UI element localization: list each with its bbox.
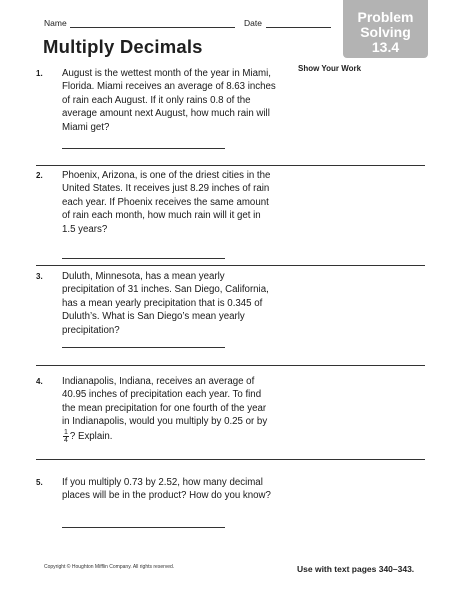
problem-text: Phoenix, Arizona, is one of the driest cities in the United States. It receives just 8.29 inches of rain each year. If Phoenix receives the same amount of rain each month, how much rain will it get in 1.5 years? (62, 170, 271, 235)
problem-number: 5. (36, 478, 43, 487)
answer-line-1[interactable] (62, 148, 225, 149)
problem-number: 1. (36, 69, 43, 78)
badge-line-2: Solving (360, 24, 411, 40)
problem-5 (36, 476, 276, 503)
show-your-work-label: Show Your Work (298, 64, 362, 73)
problem-text: Duluth, Minnesota, has a mean yearly precipitation of 31 inches. San Diego, California, has a mean yearly precipitation that is 0.345 of Duluth’s. What is San Diego’s mean yearly precipitation? (62, 271, 269, 336)
divider (36, 265, 425, 266)
problem-4 (36, 375, 276, 444)
answer-line-5[interactable] (62, 527, 225, 528)
fraction-one-fourth: $\frac{1}{4}$ (64, 428, 68, 444)
answer-line-2[interactable] (62, 258, 225, 259)
name-line[interactable] (70, 27, 235, 28)
badge-line-3: 13.4 (371, 39, 400, 55)
divider (36, 165, 425, 166)
problem-number: 4. (36, 377, 43, 386)
problem-3 (36, 270, 276, 337)
copyright-notice: Copyright © Houghton Mifflin Company. All rights reserved. (44, 564, 175, 570)
date-line[interactable] (266, 27, 331, 28)
problem-1 (36, 67, 276, 134)
problem-2 (36, 169, 276, 236)
page-title: Multiply Decimals (43, 36, 203, 57)
problem-text: August is the wettest month of the year in Miami, Florida. Miami receives an average of 8.63 inches of rain each August. If it only rains 0.8 of the average amount next August, how much rain will Miami get? (62, 68, 276, 133)
date-label: Date (244, 18, 262, 28)
name-label: Name (44, 18, 67, 28)
problem-text: Indianapolis, Indiana, receives an average of 40.95 inches of precipitation each year. To find the mean precipitation for one fourth of the year in Indianapolis, would you multiply by 0.25 or by $\frac{1}{4}$ ? Explain. (62, 376, 268, 444)
answer-line-3[interactable] (62, 347, 225, 348)
divider (36, 459, 425, 460)
problem-number: 3. (36, 272, 43, 281)
problem-text: If you multiply 0.73 by 2.52, how many decimal places will be in the product? How do you know? (62, 477, 271, 502)
problem-number: 2. (36, 171, 43, 180)
badge-line-1: Problem (357, 9, 414, 25)
text-pages-reference: Use with text pages 340–343. (297, 564, 415, 574)
problem-solving-badge (343, 0, 428, 58)
divider (36, 365, 425, 366)
